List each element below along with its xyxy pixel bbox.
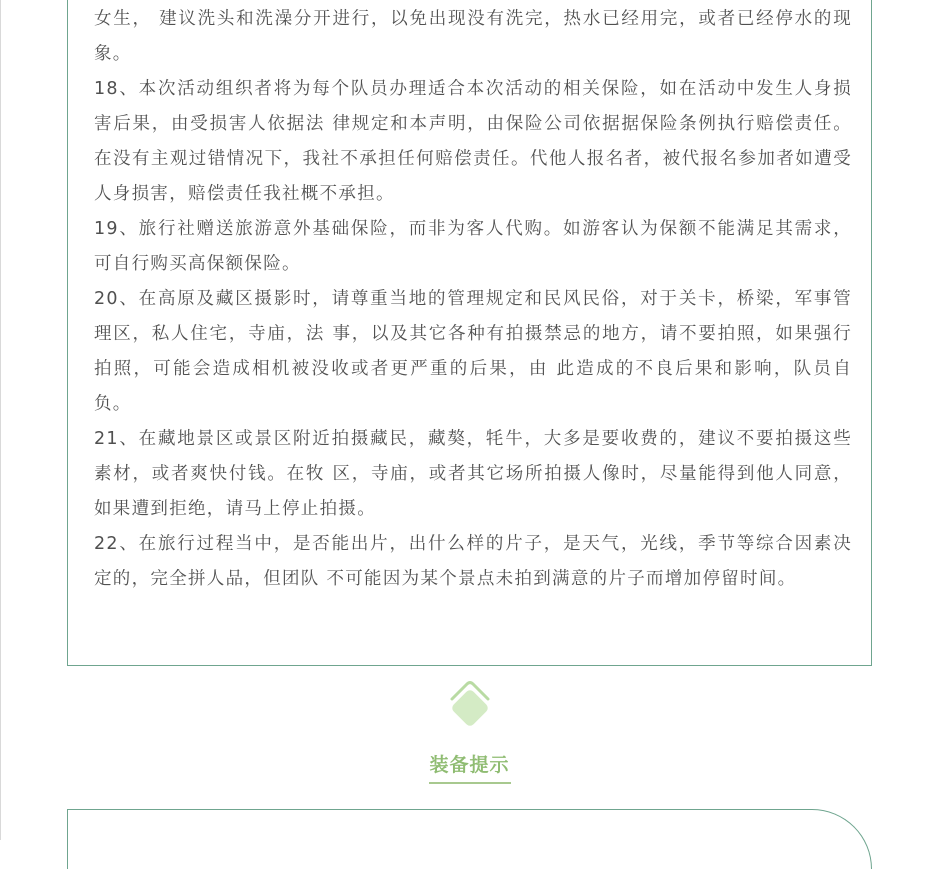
notice-item-18: 18、本次活动组织者将为每个队员办理适合本次活动的相关保险，如在活动中发生人身损害后果，由受损害人依据法 律规定和本声明，由保险公司依据据保险条例执行赔偿责任。在没有主观过错情况下，我社不承担任何赔偿责任。代他人报名者，被代报名参加者如遭受人身损害，赔偿责任我社概不承担。: [94, 79, 852, 204]
notice-item: 女生， 建议洗头和洗澡分开进行，以免出现没有洗完，热水已经用完，或者已经停水的现象。: [94, 9, 852, 64]
travel-notice-card: [67, 0, 872, 666]
section-title-equipment: 装备提示: [429, 754, 510, 776]
page-edge-line: [0, 0, 1, 840]
notice-item-22: 22、在旅行过程当中，是否能出片，出什么样的片子，是天气，光线，季节等综合因素决定的，完全拼人品，但团队 不可能因为某个景点未拍到满意的片子而增加停留时间。: [94, 534, 852, 589]
section-title-underline: [429, 782, 511, 784]
notice-item-20: 20、在高原及藏区摄影时，请尊重当地的管理规定和民风民俗，对于关卡，桥梁，军事管理区，私人住宅，寺庙，法 事，以及其它各种有拍摄禁忌的地方，请不要拍照，如果强行拍照，可能会造成相机被没收或者更严重的后果，由 此造成的不良后果和影响，队员自负。: [94, 289, 852, 414]
notice-item-19: 19、旅行社赠送旅游意外基础保险，而非为客人代购。如游客认为保额不能满足其需求，可自行购买高保额保险。: [94, 219, 852, 274]
equipment-card: [67, 809, 872, 869]
notice-item-21: 21、在藏地景区或景区附近拍摄藏民，藏獒，牦牛，大多是要收费的，建议不要拍摄这些素材，或者爽快付钱。在牧 区，寺庙，或者其它场所拍摄人像时，尽量能得到他人同意，如果遭到拒绝，请马上停止拍摄。: [94, 429, 852, 519]
diamond-icon: [446, 678, 494, 738]
notice-list: [94, 2, 852, 597]
